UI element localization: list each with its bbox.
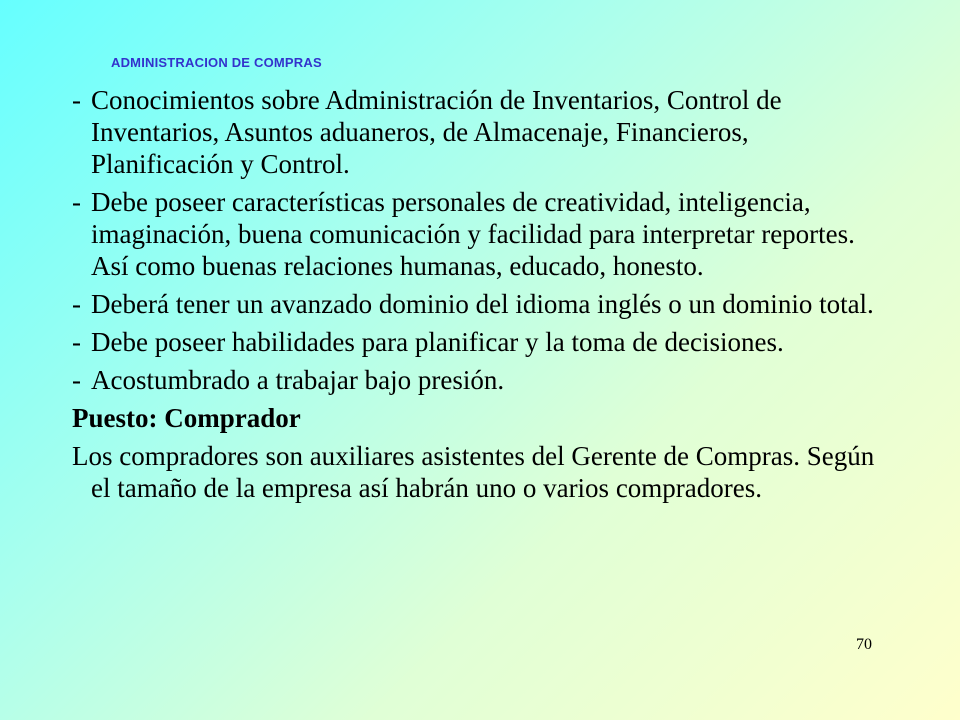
bullet-text: Acostumbrado a trabajar bajo presión.: [91, 365, 505, 395]
bullet-marker: -: [72, 327, 81, 357]
bullet-text: Deberá tener un avanzado dominio del idioma inglés o un dominio total.: [91, 289, 874, 319]
page-number: 70: [856, 636, 872, 653]
bullet-text: Debe poseer características personales de creatividad, inteligencia, imaginación, buena comunicación y facilidad para interpretar reportes. Así como buenas relaciones humanas, educado, honesto.: [91, 187, 855, 281]
bullet-marker: -: [72, 289, 81, 319]
bullet-marker: -: [72, 187, 81, 217]
bullet-text: Debe poseer habilidades para planificar y la toma de decisiones.: [91, 327, 784, 357]
bullet-item: [72, 326, 892, 358]
bullet-item: [72, 364, 892, 396]
bullet-item: [72, 288, 892, 320]
bullet-marker: -: [72, 365, 81, 395]
bullet-marker: -: [72, 85, 81, 115]
slide-content: [72, 84, 892, 504]
section-paragraph: Los compradores son auxiliares asistentes del Gerente de Compras. Según el tamaño de la empresa así habrán uno o varios compradores.: [72, 441, 875, 503]
bullet-text: Conocimientos sobre Administración de Inventarios, Control de Inventarios, Asuntos aduaneros, de Almacenaje, Financieros, Planificación y Control.: [91, 85, 782, 179]
section-heading: Puesto: Comprador: [72, 403, 301, 433]
slide-header-title: ADMINISTRACION DE COMPRAS: [111, 55, 322, 70]
bullet-item: [72, 186, 892, 282]
bullet-item: [72, 84, 892, 180]
